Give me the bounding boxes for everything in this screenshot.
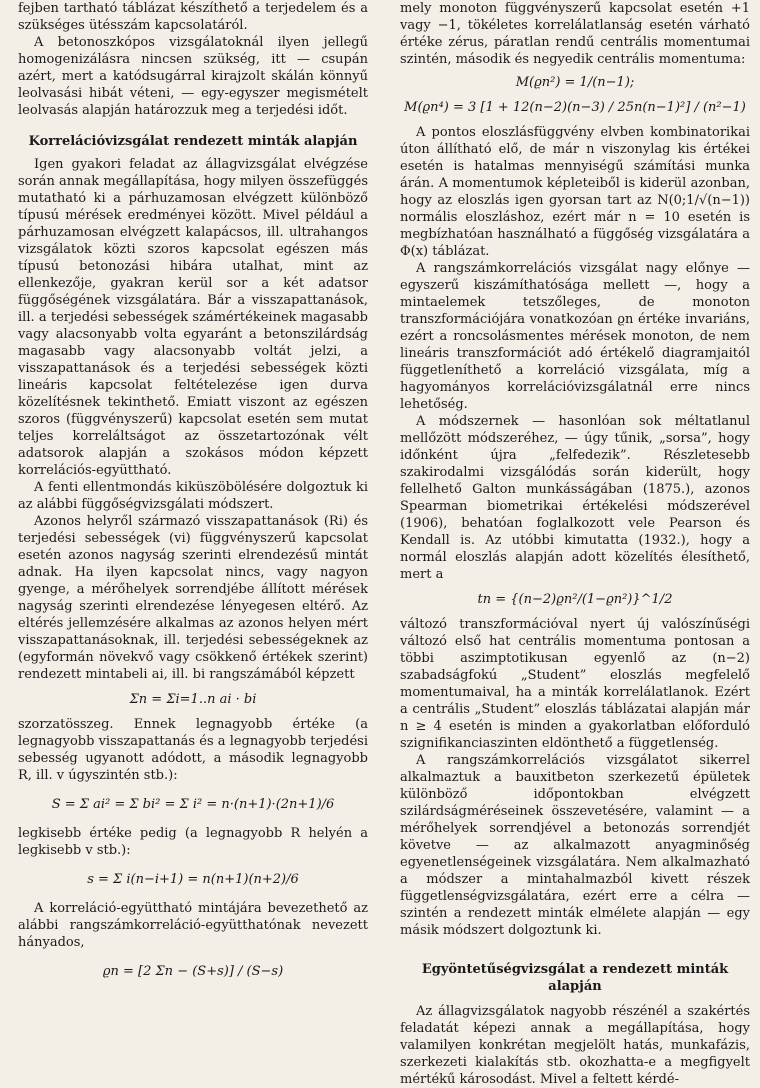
paragraph: Igen gyakori feladat az állagvizsgálat elvégzése során annak megállapítása, hogy milyen összefüggés mutatható ki a párhuzamosan elvégzett különböző típusú mérések eredményei között. Mivel például a párhuzamosan elvégzett kalapácsos, ill. ultrahangos vizsgálatok közti szoros kapcsolat egészen más típusú betonozási hibára utalhat, mint az ellenkezője, gyakran kerül sor a két adatsor függőségének vizsgálatára. Bár a visszapattanások, ill. a terjedési sebességek számértékeinek magasabb vagy alacsonyabb volta egyaránt a betonszilárdság magasabb vagy alacsonyabb voltát jelzi, a visszapattanások és a terjedési sebességek közti lineáris kapcsolat feltételezése igen durva közelítésnek tekinthető. Emiatt viszont az egészen szoros (függvényszerű) kapcsolat esetén sem mutat teljes korreláltságot az összetartozónak vélt adatsorok alapján a szokásos módon képzett korrelációs-együttható. bbox=[18, 157, 368, 478]
equation: tn = {(n−2)ϱn²/(1−ϱn²)}^1/2 bbox=[477, 592, 673, 607]
paragraph: A módszernek — hasonlóan sok méltatlanul mellőzött módszeréhez, — úgy tűnik, „sorsa”, hogy időnként újra „felfedezik”. Részletesebb szakirodalmi vizsgálódás során kiderült, hogy fellelhető Galton munkásságában (1875.), azonos Spearman biometrikai értékelési módszerével (1906), behatóan foglalkozott vele Pearson és Kendall is. Az utóbbi kimutatta (1932.), hogy a normál eloszlás alapján adott közelítés élesíthető, mert a bbox=[400, 414, 750, 582]
paragraph: fejben tartható táblázat készíthető a terjedelem és a szükséges ütésszám kapcsolatáról. bbox=[18, 1, 368, 33]
paragraph: Az állagvizsgálatok nagyobb részénél a szakértés feladatát képezi annak a megállapítása, hogy valamilyen konkrétan megjelölt hatás, munkafázis, szerkezeti kialakítás stb. okozhatta-e a megfigyelt mértékű károsodást. Mivel a feltett kérdé- bbox=[400, 1004, 750, 1087]
paragraph: mely monoton függvényszerű kapcsolat esetén +1 vagy −1, tökéletes korrelálatlanság esetén várható értéke zérus, páratlan rendű centrális momentumai szintén, második és negyedik centrális momentuma: bbox=[400, 1, 750, 67]
paragraph: A korreláció-együttható mintájára bevezethető az alábbi rangszámkorreláció-együtthatónak nevezett hányados, bbox=[18, 901, 368, 950]
paragraph: változó transzformációval nyert új valószínűségi változó első hat centrális momentuma pontosan a többi aszimptotikusan egyenlő az (n−2) szabadságfokú „Student” eloszlás megfelelő momentumaival, ha a minták korrelálatlanok. Ezért a centrális „Student” eloszlás táblázatai alapján már n ≥ 4 esetén is minden a gyakorlatban előforduló szignifikanciaszinten eldönthető a függetlenség. bbox=[400, 617, 750, 751]
paragraph: legkisebb értéke pedig (a legnagyobb R helyén a legkisebb v stb.): bbox=[18, 826, 368, 858]
paragraph: Azonos helyről származó visszapattanások (Ri) és terjedési sebességek (vi) függvényszerű kapcsolat esetén azonos nagyság szerinti elrendezésű mintát adnak. Ha ilyen kapcsolat nincs, vagy nagyon gyenge, a mérőhelyek sorrendjébe állított mérések nagyság szerinti elrendezése lényegesen eltérő. Az eltérés jellemzésére alkalmas az azonos helyen mért visszapattanásoknak, ill. terjedési sebességeknek az (egyformán növekvő vagy csökkenő értékek szerint) rendezett mintabeli ai, ill. bi rangszámából képzett bbox=[18, 514, 368, 682]
equation: M(ϱn⁴) = 3 [1 + 12(n−2)(n−3) / 25n(n−1)²] / (n²−1) bbox=[404, 100, 746, 115]
paragraph: A fenti ellentmondás kiküszöbölésére dolgoztuk ki az alábbi függőségvizsgálati módszert. bbox=[18, 480, 368, 512]
paragraph: A rangszámkorrelációs vizsgálat nagy előnye — egyszerű kiszámíthatósága mellett —, hogy a mintaelemek tetszőleges, de monoton transzformációjára vonatkozóan ϱn értéke invariáns, ezért a roncsolásmentes mérések monoton, de nem lineáris transzformációt adó értékelő diagramjaitól függetleníthető a korreláció vizsgálata, míg a hagyományos korrelációvizsgálatnál erre nincs lehetőség. bbox=[400, 261, 750, 412]
left-column bbox=[18, 0, 368, 980]
equation: Σn = Σi=1..n ai · bi bbox=[129, 692, 257, 707]
paragraph: A betonoszkópos vizsgálatoknál ilyen jellegű homogenizálásra nincsen szükség, itt — csupán azért, mert a katódsugárral kirajzolt skálán könnyű leolvasási hibát véteni, — egy-egyszer megismételt leolvasás alapján határozzuk meg a terjedési időt. bbox=[18, 35, 368, 118]
right-column bbox=[400, 0, 750, 1088]
paragraph: szorzatösszeg. Ennek legnagyobb értéke (a legnagyobb visszapattanás és a legnagyobb terjedési sebesség ugyanott adódott, a második legnagyobb R, ill. v úgyszintén stb.): bbox=[18, 717, 368, 783]
paragraph: A rangszámkorrelációs vizsgálatot sikerrel alkalmaztuk a bauxitbeton szerkezetű épületek különböző időpontokban elvégzett szilárdságméréseinek összevetésére, valamint — a mérőhelyek sorrendjével a betonozás sorrendjét követve — az alkalmazott anyagminőség egyenetlenségeinek vizsgálatára. Nem alkalmazható a módszer a mintahalmazból kivett részek függetlenségvizsgálatára, ezért erre a célra — szintén a rendezett minták elmélete alapján — egy másik módszert dolgoztunk ki. bbox=[400, 753, 750, 938]
section-heading: Egyöntetűségvizsgálat a rendezett minták alapján bbox=[421, 962, 729, 994]
equation: s = Σ i(n−i+1) = n(n+1)(n+2)/6 bbox=[87, 872, 299, 887]
equation: M(ϱn²) = 1/(n−1); bbox=[515, 75, 635, 90]
equation: S = Σ ai² = Σ bi² = Σ i² = n·(n+1)·(2n+1)/6 bbox=[51, 797, 335, 812]
paragraph: A pontos eloszlásfüggvény elvben kombinatorikai úton állítható elő, de már n viszonylag kis értékei esetén is hatalmas mennyiségű számítási munka árán. A momentumok képleteiből is kiderül azonban, hogy az eloszlás igen gyorsan tart az N(0;1/√(n−1)) normális eloszláshoz, ezért már n = 10 esetén is megbízhatóan használható a függőség vizsgálatára a Φ(x) táblázat. bbox=[400, 125, 750, 259]
section-heading: Korrelációvizsgálat rendezett minták alapján bbox=[28, 134, 358, 149]
equation: ϱn = [2 Σn − (S+s)] / (S−s) bbox=[102, 964, 284, 979]
